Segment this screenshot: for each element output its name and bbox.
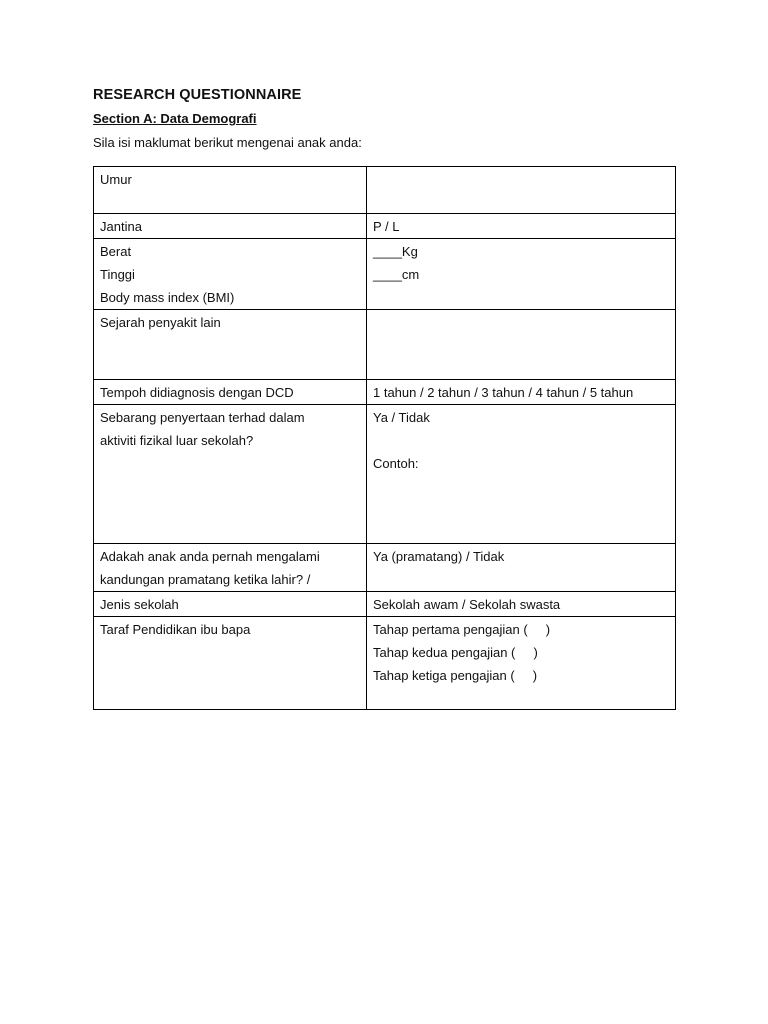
label-cell [94,380,367,405]
answer-cell[interactable] [367,405,676,544]
answer-tahap-pertama: Tahap pertama pengajian ( ) [373,622,551,637]
row-umur [94,167,676,214]
label-sejarah-penyakit: Sejarah penyakit lain [100,315,221,330]
answer-jantina: P / L [373,219,400,234]
label-cell [94,592,367,617]
label-cell [94,405,367,544]
answer-cell[interactable] [367,214,676,239]
label-jenis-sekolah: Jenis sekolah [100,597,179,612]
row-berat-tinggi-bmi [94,239,676,310]
answer-cell[interactable] [367,167,676,214]
label-bmi: Body mass index (BMI) [100,290,235,305]
answer-berat: ____Kg [373,244,418,259]
label-tempoh-diagnosis: Tempoh didiagnosis dengan DCD [100,385,294,400]
answer-cell[interactable] [367,592,676,617]
instruction-text: Sila isi maklumat berikut mengenai anak anda: [93,135,362,150]
answer-cell[interactable] [367,617,676,710]
answer-ya-tidak: Ya / Tidak [373,410,430,425]
label-jantina: Jantina [100,219,142,234]
label-cell [94,544,367,592]
section-heading: Section A: Data Demografi [93,111,257,126]
label-umur: Umur [100,172,132,187]
row-jantina [94,214,676,239]
demographic-table [93,166,676,710]
row-jenis-sekolah [94,592,676,617]
label-pramatang-line2: kandungan pramatang ketika lahir? / [100,572,311,587]
label-cell [94,239,367,310]
answer-pramatang: Ya (pramatang) / Tidak [373,549,505,564]
label-cell [94,310,367,380]
label-cell [94,617,367,710]
answer-cell[interactable] [367,544,676,592]
spacer [373,429,669,452]
label-cell [94,167,367,214]
label-aktiviti-line1: Sebarang penyertaan terhad dalam [100,410,305,425]
answer-tempoh-diagnosis: 1 tahun / 2 tahun / 3 tahun / 4 tahun / 5 tahun [373,385,634,400]
row-aktiviti-fizikal [94,405,676,544]
answer-cell[interactable] [367,310,676,380]
label-pramatang-line1: Adakah anak anda pernah mengalami [100,549,320,564]
row-kandungan-pramatang [94,544,676,592]
document-title: RESEARCH QUESTIONNAIRE [93,87,302,103]
label-cell [94,214,367,239]
answer-tahap-ketiga: Tahap ketiga pengajian ( ) [373,668,538,683]
label-tinggi: Tinggi [100,267,135,282]
answer-cell[interactable] [367,380,676,405]
label-aktiviti-line2: aktiviti fizikal luar sekolah? [100,433,254,448]
label-taraf-pendidikan: Taraf Pendidikan ibu bapa [100,622,251,637]
answer-tahap-kedua: Tahap kedua pengajian ( ) [373,645,538,660]
answer-jenis-sekolah: Sekolah awam / Sekolah swasta [373,597,561,612]
row-taraf-pendidikan [94,617,676,710]
answer-cell[interactable] [367,239,676,310]
label-berat: Berat [100,244,132,259]
answer-contoh: Contoh: [373,456,419,471]
row-tempoh-diagnosis [94,380,676,405]
row-sejarah-penyakit [94,310,676,380]
answer-tinggi: ____cm [373,267,420,282]
